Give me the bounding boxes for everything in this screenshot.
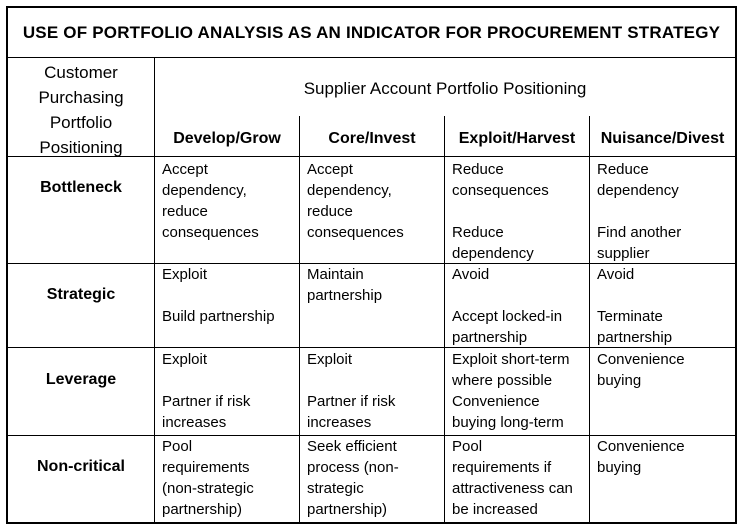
table-cell: Pool requirements (non-strategic partnership) xyxy=(162,438,254,518)
customer-positioning-header: Customer Purchasing Portfolio Positioning xyxy=(38,63,124,157)
table-cell: Exploit short-term where possible Convenience buying long-term xyxy=(452,351,570,431)
portfolio-table xyxy=(6,6,737,524)
grid-line xyxy=(589,116,590,522)
supplier-positioning-header: Supplier Account Portfolio Positioning xyxy=(303,79,587,98)
row-label-leverage: Leverage xyxy=(45,371,117,388)
table-cell: Maintain partnership xyxy=(307,266,383,304)
table-cell: Exploit Partner if risk increases xyxy=(307,351,396,431)
column-header-core-invest: Core/Invest xyxy=(328,130,416,147)
row-label-strategic: Strategic xyxy=(46,286,116,303)
grid-line xyxy=(444,116,445,522)
column-header-exploit-harvest: Exploit/Harvest xyxy=(458,130,576,147)
table-cell: Accept dependency, reduce consequences xyxy=(162,161,259,241)
table-cell: Reduce consequences Reduce dependency xyxy=(452,161,549,262)
table-cell: Convenience buying xyxy=(597,351,685,389)
table-cell: Convenience buying xyxy=(597,438,685,476)
table-cell: Accept dependency, reduce consequences xyxy=(307,161,404,241)
table-cell: Exploit Build partnership xyxy=(162,266,275,325)
table-title: USE OF PORTFOLIO ANALYSIS AS AN INDICATOR FOR PROCUREMENT STRATEGY xyxy=(8,8,735,58)
table-cell: Avoid Terminate partnership xyxy=(597,266,673,346)
table-cell: Avoid Accept locked-in partnership xyxy=(452,266,563,346)
table-cell: Reduce dependency Find another supplier xyxy=(597,161,682,262)
row-label-non-critical: Non-critical xyxy=(36,458,125,475)
grid-line xyxy=(299,116,300,522)
column-header-nuisance-divest: Nuisance/Divest xyxy=(600,130,725,147)
column-header-develop-grow: Develop/Grow xyxy=(173,130,281,147)
table-cell: Seek efficient process (non- strategic partnership) xyxy=(307,438,399,518)
row-label-bottleneck: Bottleneck xyxy=(40,179,122,196)
table-cell: Exploit Partner if risk increases xyxy=(162,351,251,431)
table-cell: Pool requirements if attractiveness can be increased xyxy=(452,438,573,518)
